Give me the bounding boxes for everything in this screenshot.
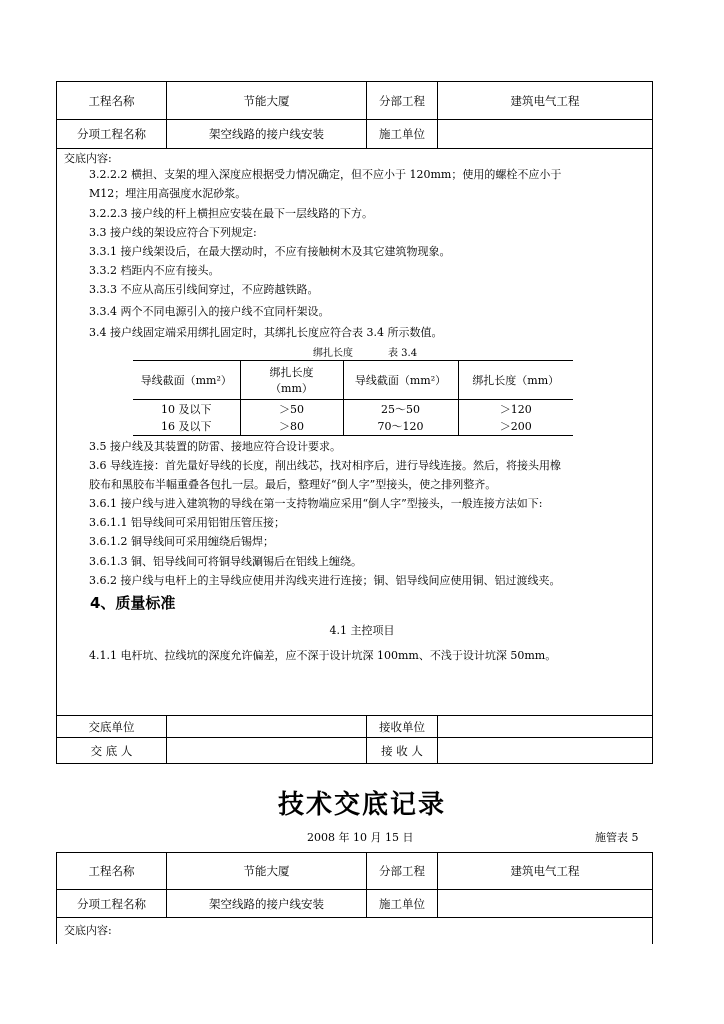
table-cell: ＞200 xyxy=(499,420,532,434)
table-header: 绑扎长度（mm） xyxy=(240,361,343,400)
paragraph: 3.3.2 档距内不应有接头。 xyxy=(89,264,220,277)
binding-length-table xyxy=(133,360,573,436)
paragraph: 3.6 导线连接：首先量好导线的长度，削出线芯，找对相序后，进行导线连接。然后，将接头用橡 xyxy=(89,459,561,472)
content-label: 交底内容: xyxy=(64,924,112,937)
construction-unit-value xyxy=(438,120,653,149)
paragraph: 3.3 接户线的架设应符合下列规定: xyxy=(89,226,257,239)
subproject-label: 分部工程 xyxy=(367,82,438,120)
item-name-value: 架空线路的接户线安装 xyxy=(167,890,367,918)
to-unit-label: 接收单位 xyxy=(367,716,438,738)
from-person-value xyxy=(167,738,367,764)
table-cell: ＞120 xyxy=(499,402,532,416)
paragraph: 3.6.2 接户线与电杆上的主导线应使用并沟线夹进行连接；铜、铝导线间应使用铜、铝过渡线夹。 xyxy=(89,574,561,587)
table-cell: ＞50 xyxy=(240,400,343,418)
project-name-value: 节能大厦 xyxy=(167,853,367,890)
from-person-label: 交 底 人 xyxy=(57,738,167,764)
project-name-label: 工程名称 xyxy=(57,82,167,120)
paragraph: 3.4 接户线固定端采用绑扎固定时，其绑扎长度应符合表 3.4 所示数值。 xyxy=(89,326,443,339)
record-date: 2008 年 10 月 15 日 xyxy=(307,831,414,844)
paragraph: 3.2.2.2 横担、支架的埋入深度应根据受力情况确定，但不应小于 120mm；使用的螺栓不应小于 xyxy=(89,168,562,181)
paragraph: 3.6.1.1 铝导线间可采用铝钳压管压接； xyxy=(89,516,285,529)
paragraph: 胶布和黑胶布半幅重叠各包扎一层。最后，整理好“倒人字”型接头，使之排列整齐。 xyxy=(89,478,497,491)
paragraph: M12；埋注用高强度水泥砂浆。 xyxy=(89,187,247,200)
from-unit-value xyxy=(167,716,367,738)
paragraph: 3.3.4 两个不同电源引入的接户线不宜同杆架设。 xyxy=(89,305,330,318)
table-cell: 70～120 xyxy=(343,418,458,436)
paragraph: 4.1.1 电杆坑、拉线坑的深度允许偏差，应不深于设计坑深 100mm、不浅于设计坑深 50mm。 xyxy=(89,649,557,662)
paragraph: 3.5 接户线及其装置的防雷、接地应符合设计要求。 xyxy=(89,440,341,453)
paragraph: 3.2.2.3 接户线的杆上横担应安装在最下一层线路的下方。 xyxy=(89,207,373,220)
table-header: 绑扎长度（mm） xyxy=(472,374,560,387)
construction-unit-value xyxy=(438,890,653,918)
to-person-label: 接 收 人 xyxy=(367,738,438,764)
from-unit-label: 交底单位 xyxy=(57,716,167,738)
table-header: 导线截面（mm²） xyxy=(140,374,232,387)
item-name-label: 分项工程名称 xyxy=(57,890,167,918)
project-name-value: 节能大厦 xyxy=(167,82,367,120)
record-1-header-table xyxy=(56,81,653,149)
table-row xyxy=(133,418,573,436)
item-name-label: 分项工程名称 xyxy=(57,120,167,149)
table-cell: 10 及以下 xyxy=(161,402,212,416)
construction-unit-label: 施工单位 xyxy=(367,120,438,149)
to-person-value xyxy=(438,738,653,764)
table-number: 表 3.4 xyxy=(388,348,418,359)
table-header: 导线截面（mm²） xyxy=(343,361,458,400)
construction-unit-label: 施工单位 xyxy=(367,890,438,918)
content-label: 交底内容: xyxy=(64,152,112,165)
paragraph: 3.3.3 不应从高压引线间穿过，不应跨越铁路。 xyxy=(89,283,319,296)
subproject-label: 分部工程 xyxy=(367,853,438,890)
to-unit-value xyxy=(438,716,653,738)
paragraph: 3.6.1.3 铜、铝导线间可将铜导线涮锡后在铝线上缠绕。 xyxy=(89,555,362,568)
table-cell: 16 及以下 xyxy=(161,420,212,434)
item-name-value: 架空线路的接户线安装 xyxy=(167,120,367,149)
table-cell: ＞80 xyxy=(240,418,343,436)
record-2-content-box xyxy=(56,918,653,944)
form-number: 施管表 5 xyxy=(595,831,639,844)
page-title: 技术交底记录 xyxy=(277,790,446,820)
record-2-header-table xyxy=(56,852,653,918)
subproject-value: 建筑电气工程 xyxy=(438,853,653,890)
table-caption: 绑扎长度 xyxy=(313,348,353,359)
paragraph: 3.6.1 接户线与进入建筑物的导线在第一支持物端应采用“倒人字”型接头，一般连接方法如下: xyxy=(89,497,543,510)
subsection-heading: 4.1 主控项目 xyxy=(329,624,395,637)
project-name-label: 工程名称 xyxy=(57,853,167,890)
table-cell: 25～50 xyxy=(343,400,458,418)
subproject-value: 建筑电气工程 xyxy=(438,82,653,120)
paragraph: 3.6.1.2 铜导线间可采用缠绕后锡焊； xyxy=(89,535,274,548)
record-1-footer-table xyxy=(56,715,653,764)
paragraph: 3.3.1 接户线架设后，在最大摆动时，不应有接触树木及其它建筑物现象。 xyxy=(89,245,451,258)
section-heading: 4、质量标准 xyxy=(90,594,176,612)
table-row xyxy=(133,400,573,418)
